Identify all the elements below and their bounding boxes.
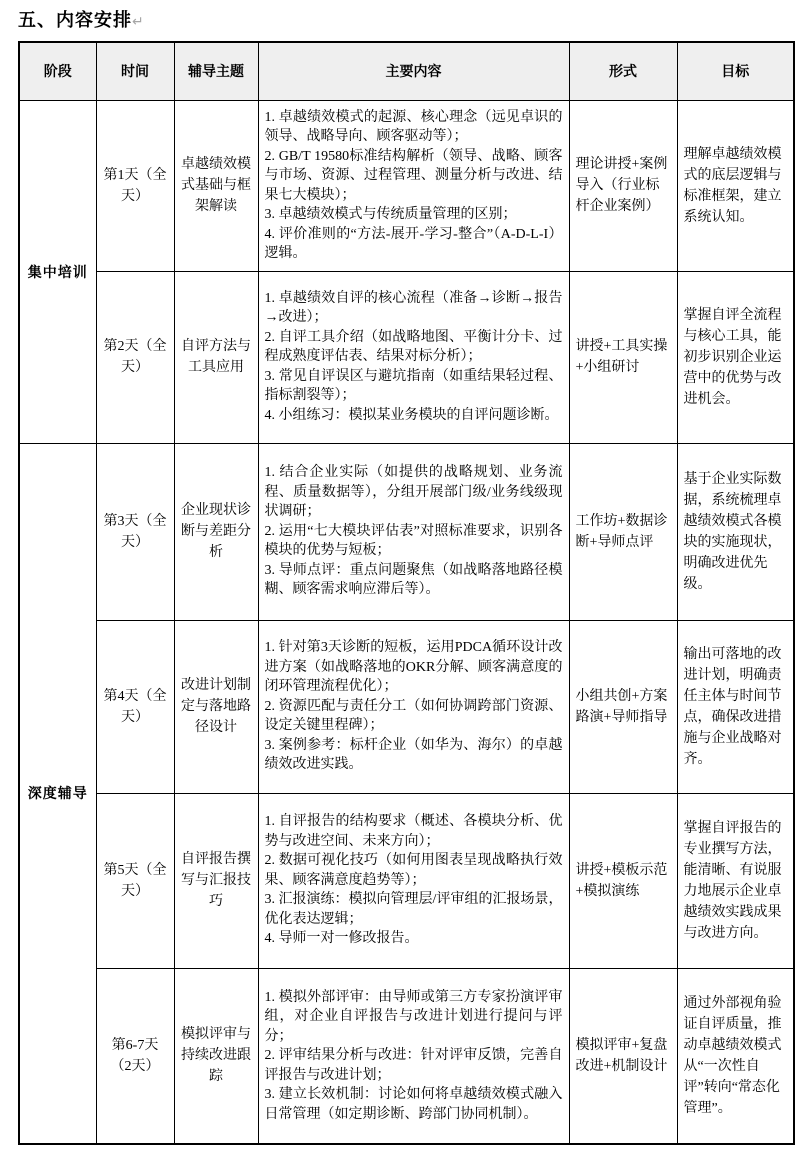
- table-row: [19, 793, 794, 968]
- content-item: 1. 模拟外部评审：由导师或第三方专家扮演评审组，对企业自评报告与改进计划进行提问与评分；: [264, 989, 563, 1044]
- topic-cell: 自评报告撰写与汇报技巧: [174, 793, 258, 968]
- content-cell: [258, 443, 569, 620]
- goal-cell: 通过外部视角验证自评质量，推动卓越绩效模式从“一次性自评”转向“常态化管理”。: [677, 968, 794, 1144]
- format-cell: 小组共创+方案路演+导师指导: [569, 620, 677, 793]
- topic-cell: 企业现状诊断与差距分析: [174, 443, 258, 620]
- table-row: [19, 100, 794, 271]
- content-cell: [258, 100, 569, 271]
- table-row: [19, 620, 794, 793]
- goal-cell: 掌握自评报告的专业撰写方法，能清晰、有说服力地展示企业卓越绩效实践成果与改进方向。: [677, 793, 794, 968]
- topic-cell: 改进计划制定与落地路径设计: [174, 620, 258, 793]
- table-row: [19, 968, 794, 1144]
- header-content: 主要内容: [258, 42, 569, 100]
- table-row: [19, 271, 794, 443]
- table-row: [19, 443, 794, 620]
- content-item: 3. 建立长效机制：讨论如何将卓越绩效模式融入日常管理（如定期诊断、跨部门协同机制）。: [264, 1087, 563, 1122]
- stage-cell: 集中培训: [19, 100, 96, 443]
- time-cell: 第3天（全天）: [96, 443, 174, 620]
- content-item: 4. 导师一对一修改报告。: [264, 931, 419, 947]
- header-format: 形式: [569, 42, 677, 100]
- header-row: [19, 42, 794, 100]
- content-item: 4. 小组练习：模拟某业务模块的自评问题诊断。: [264, 407, 559, 423]
- content-cell: [258, 968, 569, 1144]
- page-title-text: 五、内容安排: [18, 10, 132, 30]
- time-cell: 第5天（全天）: [96, 793, 174, 968]
- format-cell: 讲授+模板示范+模拟演练: [569, 793, 677, 968]
- content-item: 3. 常见自评误区与避坑指南（如重结果轻过程、指标割裂等）；: [264, 368, 563, 404]
- format-cell: 工作坊+数据诊断+导师点评: [569, 443, 677, 620]
- header-stage: 阶段: [19, 42, 96, 100]
- time-cell: 第1天（全天）: [96, 100, 174, 271]
- header-goal: 目标: [677, 42, 794, 100]
- header-time: 时间: [96, 42, 174, 100]
- stage-cell: 深度辅导: [19, 443, 96, 1144]
- content-item: 2. 资源匹配与责任分工（如何协调跨部门资源、设定关键里程碑）；: [264, 698, 563, 734]
- header-topic: 辅导主题: [174, 42, 258, 100]
- format-cell: 理论讲授+案例导入（行业标杆企业案例）: [569, 100, 677, 271]
- time-cell: 第4天（全天）: [96, 620, 174, 793]
- content-cell: [258, 271, 569, 443]
- format-cell: 模拟评审+复盘改进+机制设计: [569, 968, 677, 1144]
- content-item: 3. 汇报演练：模拟向管理层/评审组的汇报场景，优化表达逻辑；: [264, 892, 563, 927]
- content-item: 3. 导师点评：重点问题聚焦（如战略落地路径模糊、顾客需求响应滞后等）。: [264, 562, 563, 598]
- goal-cell: 基于企业实际数据，系统梳理卓越绩效模式各模块的实施现状，明确改进优先级。: [677, 443, 794, 620]
- content-cell: [258, 620, 569, 793]
- page-title: [18, 6, 793, 32]
- content-item: 2. 评审结果分析与改进：针对评审反馈，完善自评报告与改进计划；: [264, 1048, 563, 1083]
- content-schedule-table: [18, 41, 795, 1145]
- content-item: 4. 评价准则的“方法-展开-学习-整合”（A-D-L-I）逻辑。: [264, 226, 563, 261]
- paragraph-mark-icon: ↵: [132, 15, 144, 30]
- time-cell: 第6-7天（2天）: [96, 968, 174, 1144]
- content-item: 1. 卓越绩效模式的起源、核心理念（远见卓识的领导、战略导向、顾客驱动等）；: [264, 109, 563, 144]
- format-cell: 讲授+工具实操+小组研讨: [569, 271, 677, 443]
- content-item: 3. 卓越绩效模式与传统质量管理的区别；: [264, 207, 517, 222]
- content-cell: [258, 793, 569, 968]
- goal-cell: 输出可落地的改进计划，明确责任主体与时间节点，确保改进措施与企业战略对齐。: [677, 620, 794, 793]
- topic-cell: 自评方法与工具应用: [174, 271, 258, 443]
- content-item: 1. 针对第3天诊断的短板，运用PDCA循环设计改进方案（如战略落地的OKR分解、顾客满意度的闭环管理流程优化）；: [264, 640, 563, 695]
- time-cell: 第2天（全天）: [96, 271, 174, 443]
- content-item: 1. 自评报告的结构要求（概述、各模块分析、优势与改进空间、未来方向）；: [264, 814, 563, 849]
- topic-cell: 模拟评审与持续改进跟踪: [174, 968, 258, 1144]
- content-item: 2. 运用“七大模块评估表”对照标准要求，识别各模块的优势与短板；: [264, 523, 563, 559]
- topic-cell: 卓越绩效模式基础与框架解读: [174, 100, 258, 271]
- goal-cell: 理解卓越绩效模式的底层逻辑与标准框架，建立系统认知。: [677, 100, 794, 271]
- goal-cell: 掌握自评全流程与核心工具，能初步识别企业运营中的优势与改进机会。: [677, 271, 794, 443]
- content-item: 1. 结合企业实际（如提供的战略规划、业务流程、质量数据等），分组开展部门级/业务线级现状调研；: [264, 465, 563, 520]
- content-item: 2. 数据可视化技巧（如何用图表呈现战略执行效果、顾客满意度趋势等）；: [264, 853, 563, 888]
- content-item: 2. GB/T 19580标准结构解析（领导、战略、顾客与市场、资源、过程管理、测量分析与改进、结果七大模块）；: [264, 148, 563, 203]
- content-item: 1. 卓越绩效自评的核心流程（准备→诊断→报告→改进）；: [264, 290, 563, 326]
- content-item: 2. 自评工具介绍（如战略地图、平衡计分卡、过程成熟度评估表、结果对标分析）；: [264, 329, 563, 365]
- content-item: 3. 案例参考：标杆企业（如华为、海尔）的卓越绩效改进实践。: [264, 737, 563, 773]
